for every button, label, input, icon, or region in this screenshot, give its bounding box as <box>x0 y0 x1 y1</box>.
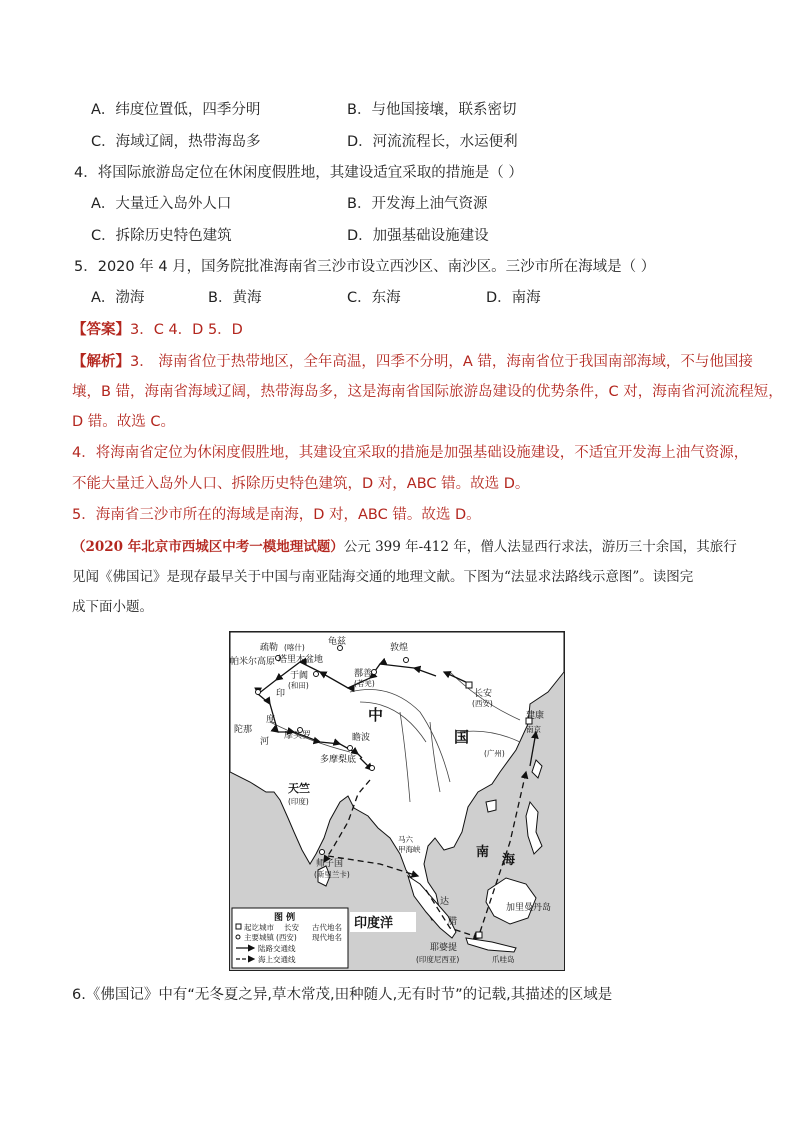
legend-title: 图 例 <box>274 913 296 923</box>
label-hetian: (和田) <box>288 681 309 690</box>
analysis-q4-line-2: 不能大量迁入岛外人口、拆除历史特色建筑，D 对，ABC 错。故选 D。 <box>72 476 530 492</box>
label-zhanbo: 瞻波 <box>352 733 371 743</box>
label-he: 河 <box>260 737 270 747</box>
label-nan: 南 <box>476 845 490 860</box>
label-strait-1: 马六 <box>398 835 413 844</box>
q4-option-a: A．大量迁入岛外人口 <box>91 196 232 212</box>
legend-sea-route: 海上交通线 <box>258 955 296 964</box>
label-guangzhou: (广州) <box>484 749 505 758</box>
label-java: 爪哇岛 <box>492 955 515 964</box>
label-shiziguo: 师子国 <box>316 859 344 869</box>
q6-stem: 6.《佛国记》中有“无冬夏之异,草木常茂,田种随人,无有时节”的记载,其描述的区域是 <box>72 987 613 1003</box>
philippines <box>526 802 542 854</box>
label-indian-ocean: 印度洋 <box>354 916 394 931</box>
label-jiankang: 建康 <box>526 711 545 721</box>
label-kashi: (喀什) <box>284 643 305 652</box>
q4-option-c: C．拆除历史特色建筑 <box>91 228 232 244</box>
map-graphic <box>230 632 564 970</box>
q4-option-b: B．开发海上油气资源 <box>347 196 488 212</box>
analysis-q4-line-1: 4．将海南省定位为休闲度假胜地，其建设宜采取的措施是加强基础设施建设，不适宜开发海上油气资源， <box>72 445 749 461</box>
label-zhong: 中 <box>368 706 384 724</box>
label-yutian: 于阗 <box>290 671 309 681</box>
faxian-route-map <box>229 631 565 971</box>
legend-modern-example: (西安) <box>276 933 297 942</box>
label-pamir: 帕米尔高原 <box>230 657 276 667</box>
label-shanshan: 鄯善 <box>354 669 373 679</box>
label-indonesia: (印度尼西亚) <box>416 955 460 964</box>
label-tarim: 塔里木盆地 <box>278 655 324 665</box>
legend-land-route: 陆路交通线 <box>258 944 296 953</box>
label-da: 达 <box>440 897 450 907</box>
q3-option-c: C．海域辽阔，热带海岛多 <box>91 134 261 150</box>
legend-ancient-note: 古代地名 <box>312 923 342 932</box>
label-yepoti: 耶婆提 <box>430 943 458 953</box>
q3-option-a: A．纬度位置低，四季分明 <box>91 102 261 118</box>
label-hai: 海 <box>502 853 516 868</box>
label-srilanka: (斯里兰卡) <box>314 870 350 879</box>
label-du: 度 <box>266 715 276 725</box>
q3-option-b: B．与他国接壤，联系密切 <box>347 102 517 118</box>
java <box>466 938 516 952</box>
passage-line-2: 见闻《佛国记》是现存最早关于中国与南亚陆海交通的地理文献。下图为“法显求法路线示意图”。读图完 <box>72 569 694 585</box>
q5-option-b: B．黄海 <box>208 290 262 306</box>
label-xian: (西安) <box>472 699 493 708</box>
label-guo: 国 <box>454 728 470 746</box>
analysis-line-1 <box>72 352 753 372</box>
label-ruoqiang: (若羌) <box>354 679 375 688</box>
q4-stem: 4．将国际旅游岛定位在休闲度假胜地，其建设适宜采取的措施是（ ） <box>74 165 523 181</box>
label-changan: 长安 <box>474 689 493 699</box>
label-shule: 疏勒 <box>260 643 279 653</box>
q5-option-a: A．渤海 <box>91 290 145 306</box>
label-tianzhu: 天竺 <box>288 782 310 795</box>
answer-block <box>72 320 243 340</box>
answer-text: 3．C 4．D 5．D <box>130 322 243 338</box>
borneo <box>486 878 536 924</box>
label-kalimantan: 加里曼丹岛 <box>506 903 552 913</box>
analysis-q5-line-1: 5．海南省三沙市所在的海域是南海，D 对，ABC 错。故选 D。 <box>72 507 481 523</box>
source-citation: （2020 年北京市西城区中考一模地理试题） <box>72 539 344 555</box>
label-tuona: 陀那 <box>234 725 253 735</box>
label-motouluo: 摩头罗 <box>284 731 312 741</box>
analysis-text-1: 3． 海南省位于热带地区，全年高温，四季不分明，A 错，海南省位于我国南部海域，不与他国接 <box>130 354 753 370</box>
legend-ancient-example: 长安 <box>284 923 299 932</box>
legend-modern-note: 现代地名 <box>312 933 342 942</box>
passage-line-3: 成下面小题。 <box>72 599 153 615</box>
land-mass <box>230 632 564 920</box>
label-nanjing: 南京 <box>526 725 541 734</box>
analysis-tag: 【解析】 <box>72 354 130 370</box>
label-strait-2: 甲海峡 <box>398 845 421 854</box>
q3-option-d: D．河流流程长，水运便利 <box>347 134 518 150</box>
passage-text-1: 公元 399 年-412 年，僧人法显西行求法，游历三十余国，其旅行 <box>343 539 737 555</box>
analysis-line-3: D 错。故选 C。 <box>72 414 176 430</box>
q4-option-d: D．加强基础设施建设 <box>347 228 489 244</box>
q5-option-c: C．东海 <box>347 290 401 306</box>
legend-main-city: 主要城镇 <box>244 933 274 942</box>
label-yindu: (印度) <box>288 797 309 806</box>
analysis-line-2: 壤，B 错，海南省海域辽阔，热带海岛多，这是海南省国际旅游岛建设的优势条件，C 对，海南省河流流程短， <box>72 384 783 400</box>
label-duomolidi: 多摩梨底 <box>320 755 357 765</box>
answer-tag: 【答案】 <box>72 322 130 338</box>
label-la: 腊 <box>448 917 458 927</box>
label-dunhuang: 敦煌 <box>390 643 409 653</box>
label-qiuci: 龟兹 <box>328 637 347 647</box>
q5-option-d: D．南海 <box>486 290 541 306</box>
label-yin: 印 <box>276 689 286 699</box>
passage-line-1 <box>72 537 737 557</box>
legend-start-city: 起讫城市 <box>244 923 274 932</box>
q5-stem: 5．2020 年 4 月，国务院批准海南省三沙市设立西沙区、南沙区。三沙市所在海域是（ ） <box>74 259 656 275</box>
